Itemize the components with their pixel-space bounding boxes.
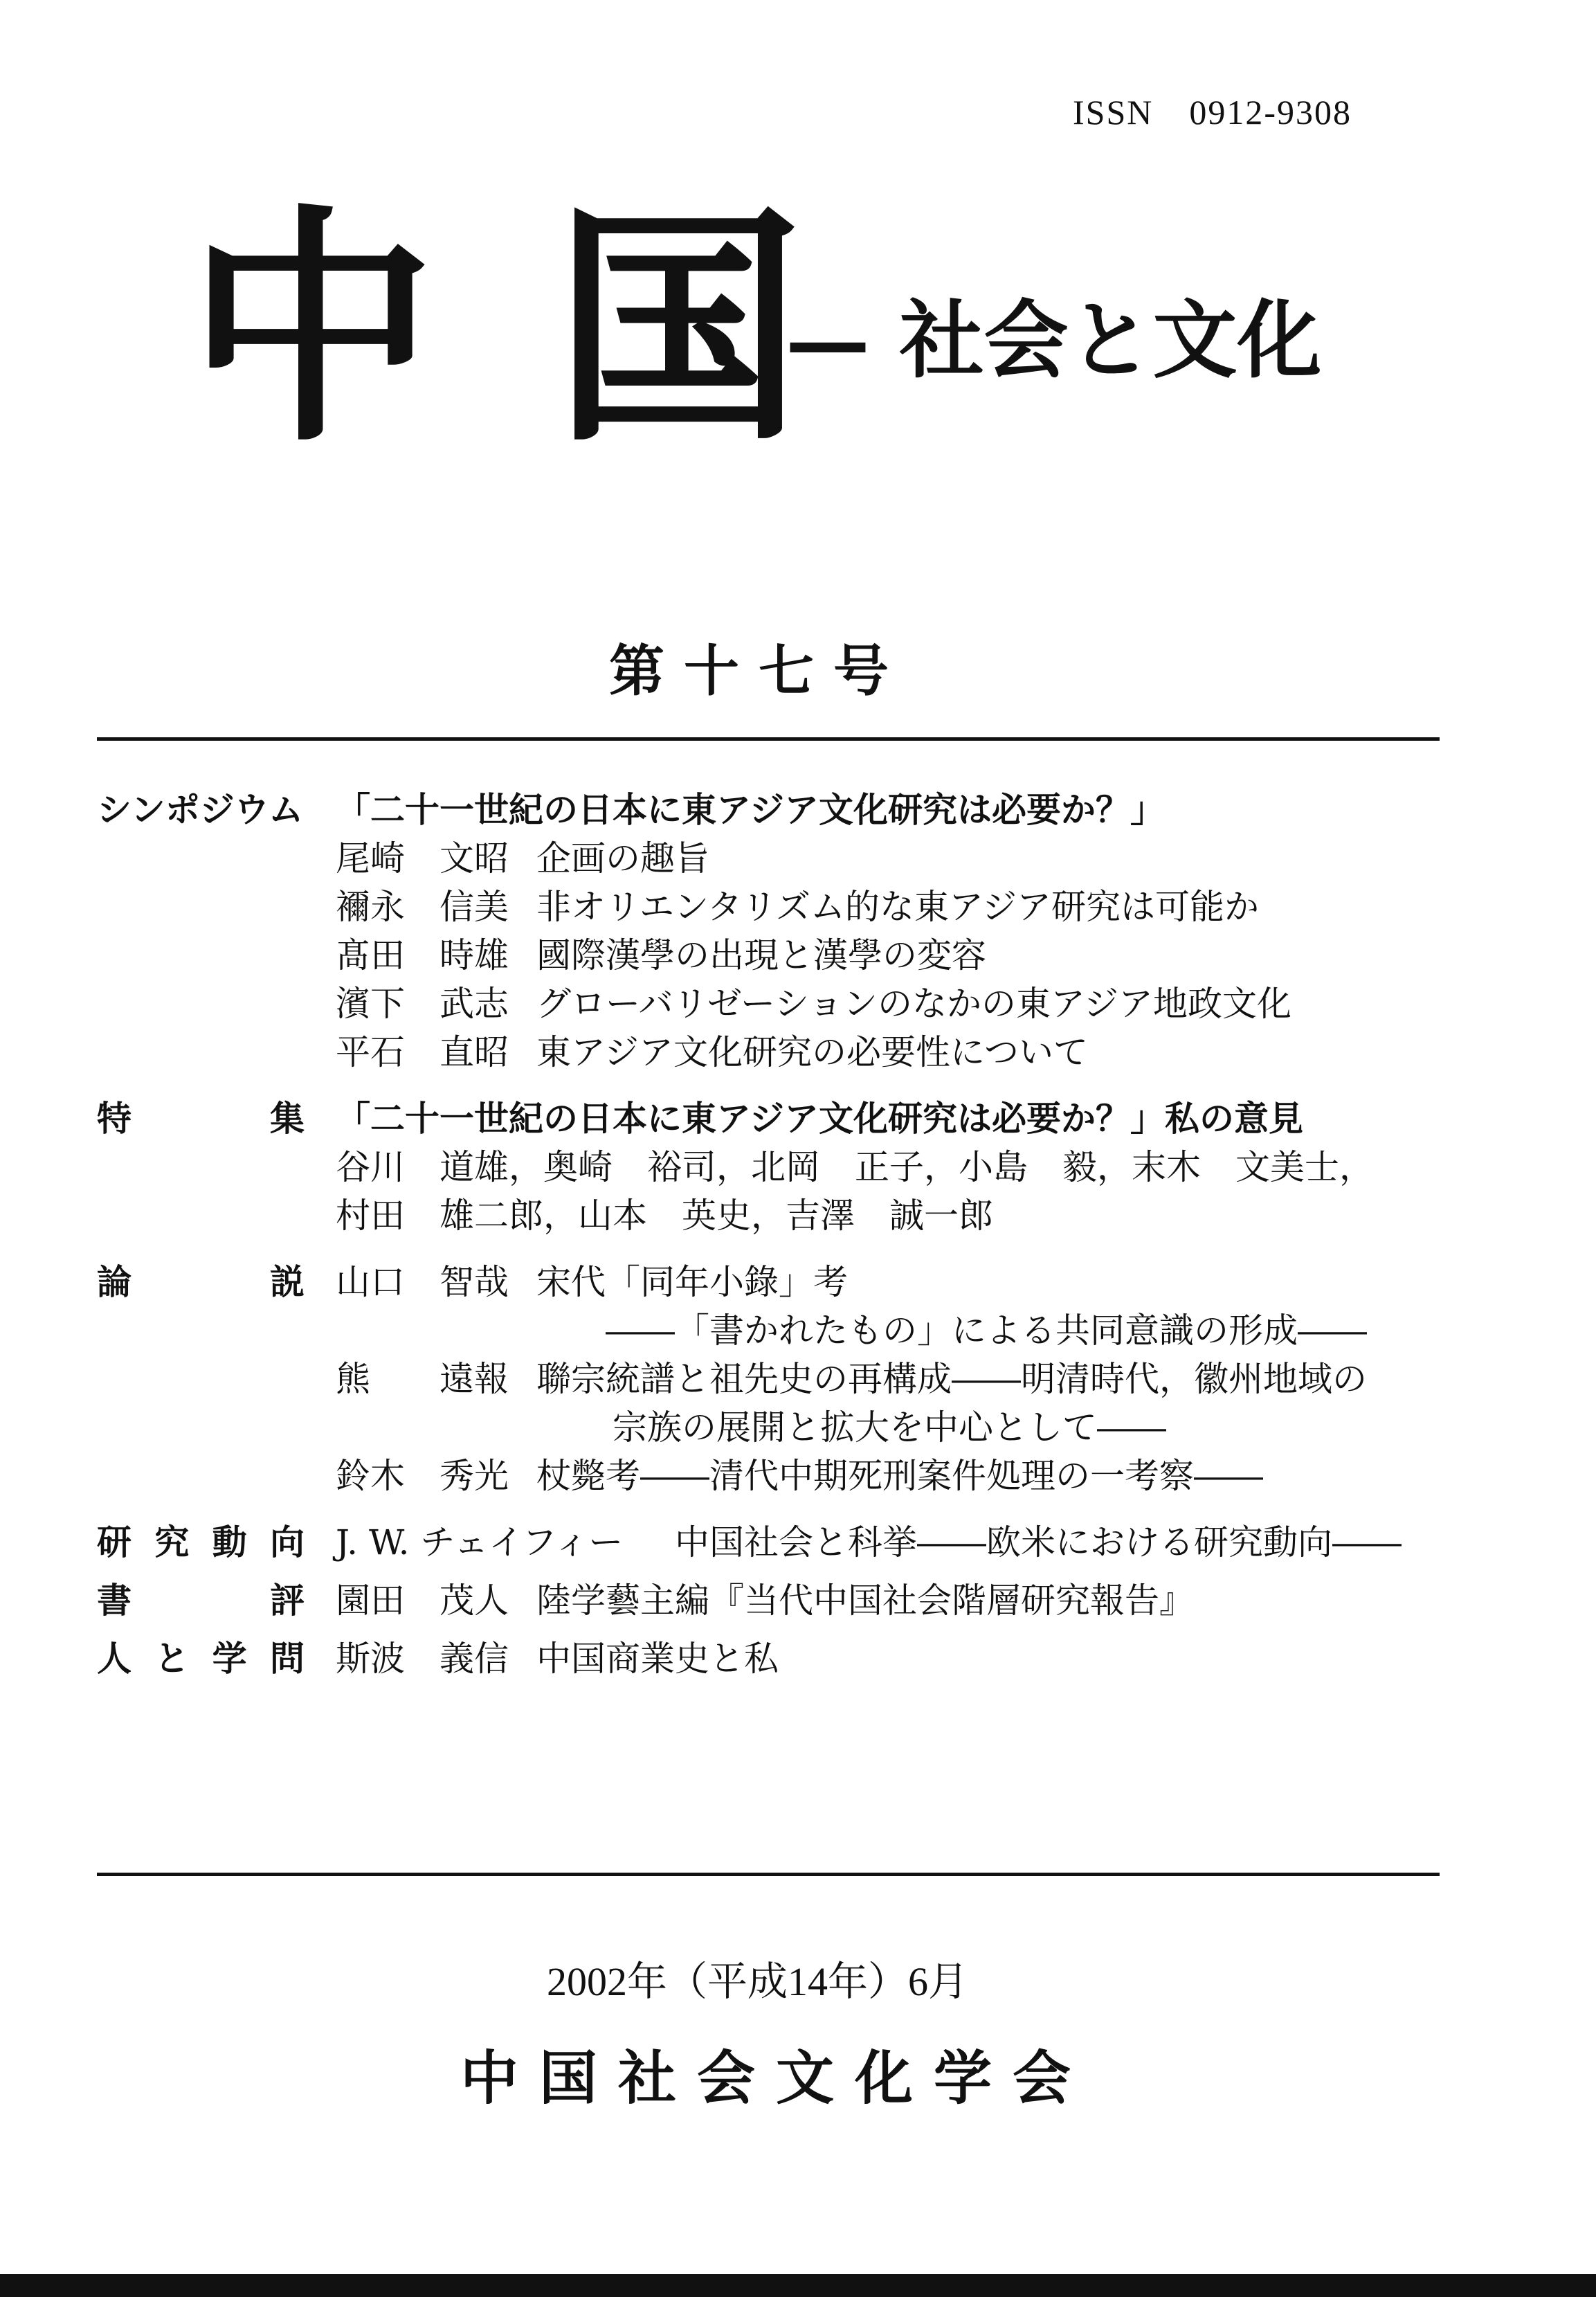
- issue-number: 第十七号: [609, 638, 908, 703]
- toc-entry-subtitle: [97, 1407, 1481, 1459]
- toc-articles-header: [97, 1261, 1481, 1313]
- bottom-divider: [97, 1873, 1440, 1876]
- entry-author: 斯波 義信: [336, 1639, 509, 1679]
- entry-title: 杖斃考――清代中期死刑案件処理の一考察――: [536, 1456, 1263, 1496]
- entry-author: 襧永 信美: [336, 887, 509, 927]
- toc-people: [97, 1638, 1481, 1690]
- scan-edge-bar: [0, 2274, 1596, 2297]
- entry-author: 鈴木 秀光: [336, 1456, 509, 1496]
- entry-title: 宋代「同年小錄」考: [536, 1262, 848, 1302]
- table-of-contents: [97, 789, 1481, 1690]
- toc-entry: [97, 1198, 1481, 1247]
- special-authors-line-2: 村田 雄二郎，山本 英史，吉澤 誠一郎: [336, 1196, 993, 1236]
- toc-entry: [97, 1032, 1481, 1083]
- toc-entry: [97, 1456, 1481, 1507]
- category-label: 書 評: [97, 1580, 305, 1621]
- special-theme: 「二十一世紀の日本に東アジア文化研究は必要か？」私の意見: [336, 1098, 1303, 1139]
- journal-title-char-2: 国: [554, 182, 803, 475]
- top-divider: [97, 737, 1440, 741]
- toc-trends: [97, 1522, 1481, 1574]
- entry-author: 山口 智哉: [336, 1262, 509, 1302]
- entry-title: グローバリゼーションのなかの東アジア地政文化: [536, 984, 1291, 1024]
- special-authors-line-1: 谷川 道雄，奥崎 裕司，北岡 正子，小島 毅，末木 文美士，: [336, 1147, 1374, 1187]
- journal-title-char-1: 中: [187, 182, 436, 475]
- publisher-name: 中国社会文化学会: [460, 2044, 1092, 2112]
- toc-entry: [97, 887, 1481, 938]
- issn-number: ISSN 0912-9308: [1073, 93, 1352, 132]
- journal-subtitle: — 社会と文化: [786, 290, 1322, 390]
- entry-author: 濱下 武志: [336, 984, 509, 1024]
- entry-title: 中国商業史と私: [536, 1639, 779, 1679]
- entry-title: 東アジア文化研究の必要性について: [536, 1032, 1088, 1072]
- symposium-theme: 「二十一世紀の日本に東アジア文化研究は必要か？」: [336, 789, 1165, 830]
- entry-subtitle: 宗族の展開と拡大を中心として――: [613, 1407, 1166, 1448]
- toc-review: [97, 1580, 1481, 1632]
- toc-entry: [97, 1359, 1481, 1410]
- publication-date: 2002年（平成14年）6月: [547, 1959, 969, 2004]
- toc-entry: [97, 935, 1481, 987]
- entry-title: 企画の趣旨: [536, 838, 709, 879]
- entry-author: 尾崎 文昭: [336, 838, 509, 879]
- entry-title: 陸学藝主編『当代中国社会階層研究報告』: [536, 1580, 1194, 1621]
- entry-author: 髙田 時雄: [336, 935, 509, 975]
- toc-entry: [97, 984, 1481, 1035]
- entry-author: 園田 茂人: [336, 1580, 509, 1621]
- entry-title: 聯宗統譜と祖先史の再構成――明清時代，徽州地域の: [536, 1359, 1367, 1399]
- entry-title: 國際漢學の出現と漢學の変容: [536, 935, 986, 975]
- category-label: 特 集: [97, 1098, 305, 1139]
- entry-subtitle: ――「書かれたもの」による共同意識の形成――: [606, 1310, 1367, 1351]
- entry-author: J. W. チェイフィー: [336, 1522, 624, 1562]
- toc-symposium-header: [97, 789, 1481, 841]
- category-label: 研 究 動 向: [97, 1522, 305, 1562]
- entry-author: 熊 遠報: [336, 1359, 509, 1399]
- entry-title: 中国社会と科挙――欧米における研究動向――: [675, 1522, 1402, 1562]
- entry-title: 非オリエンタリズム的な東アジア研究は可能か: [536, 887, 1259, 927]
- entry-author: 平石 直昭: [336, 1032, 509, 1072]
- toc-entry: [97, 838, 1481, 890]
- toc-special-header: [97, 1098, 1481, 1150]
- category-label: シンポジウム: [97, 789, 304, 830]
- toc-entry: [97, 1147, 1481, 1198]
- category-label: 論 説: [97, 1261, 305, 1302]
- toc-entry-subtitle: [97, 1310, 1481, 1362]
- category-label: 人 と 学 問: [97, 1638, 305, 1679]
